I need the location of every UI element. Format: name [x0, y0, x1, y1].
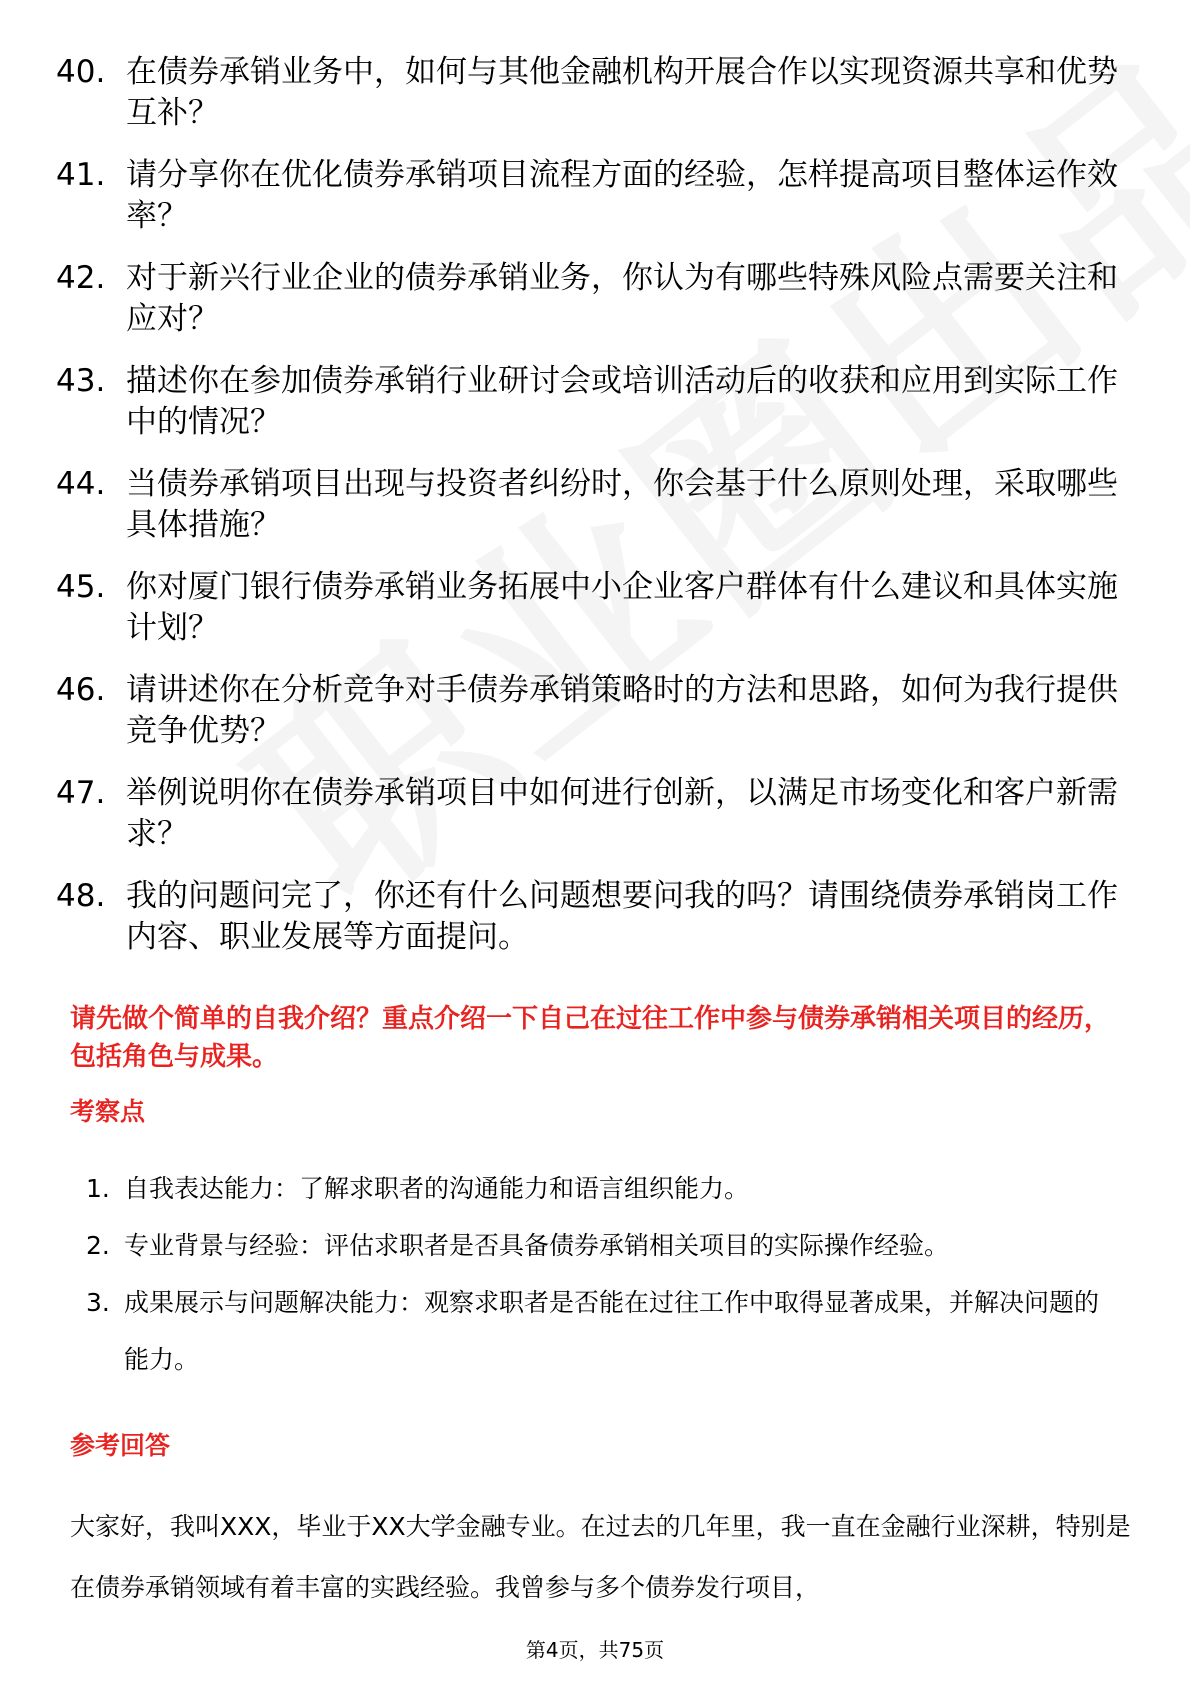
- question-item: [56, 52, 1126, 134]
- point-text: 自我表达能力：了解求职者的沟通能力和语言组织能力。: [124, 1174, 750, 1203]
- point-number: 1.: [86, 1174, 110, 1203]
- evaluation-point: [86, 1160, 1116, 1217]
- question-item: [56, 464, 1126, 546]
- question-text: 请分享你在优化债券承销项目流程方面的经验，怎样提高项目整体运作效率？: [126, 157, 1118, 234]
- question-number: 44.: [56, 466, 106, 502]
- point-text: 成果展示与问题解决能力：观察求职者是否能在过往工作中取得显著成果，并解决问题的能力。: [124, 1288, 1100, 1374]
- question-item: [56, 670, 1126, 752]
- question-text: 当债券承销项目出现与投资者纠纷时，你会基于什么原则处理，采取哪些具体措施？: [126, 466, 1118, 543]
- question-text: 对于新兴行业企业的债券承销业务，你认为有哪些特殊风险点需要关注和应对？: [126, 260, 1118, 337]
- point-number: 3.: [86, 1288, 110, 1317]
- question-number: 46.: [56, 672, 106, 708]
- point-text: 专业背景与经验：评估求职者是否具备债券承销相关项目的实际操作经验。: [124, 1231, 950, 1260]
- question-item: [56, 155, 1126, 237]
- question-text: 请讲述你在分析竞争对手债券承销策略时的方法和思路，如何为我行提供竞争优势？: [126, 672, 1118, 749]
- question-item: [56, 567, 1126, 649]
- page-footer: 第4页，共75页: [525, 1638, 665, 1662]
- intro-question-heading: 请先做个简单的自我介绍？重点介绍一下自己在过往工作中参与债券承销相关项目的经历，包括角色与成果。: [70, 1004, 1111, 1072]
- reference-answer-label: 参考回答: [70, 1431, 171, 1460]
- question-number: 42.: [56, 260, 106, 296]
- question-list: [56, 52, 1126, 979]
- evaluation-point: [86, 1274, 1116, 1388]
- reference-answer-text: 大家好，我叫XXX，毕业于XX大学金融专业。在过去的几年里，我一直在金融行业深耕，特别是在债券承销领域有着丰富的实践经验。我曾参与多个债券发行项目，: [70, 1512, 1131, 1602]
- question-text: 描述你在参加债券承销行业研讨会或培训活动后的收获和应用到实际工作中的情况？: [126, 363, 1118, 440]
- question-item: [56, 361, 1126, 443]
- question-item: [56, 773, 1126, 855]
- evaluation-point: [86, 1217, 1116, 1274]
- question-number: 43.: [56, 363, 106, 399]
- question-number: 47.: [56, 775, 106, 811]
- question-text: 你对厦门银行债券承销业务拓展中小企业客户群体有什么建议和具体实施计划？: [126, 569, 1118, 646]
- question-text: 在债券承销业务中，如何与其他金融机构开展合作以实现资源共享和优势互补？: [126, 54, 1118, 131]
- question-item: [56, 876, 1126, 958]
- evaluation-points-list: [86, 1160, 1116, 1388]
- question-number: 40.: [56, 54, 106, 90]
- question-text: 我的问题问完了，你还有什么问题想要问我的吗？请围绕债券承销岗工作内容、职业发展等方面提问。: [126, 878, 1118, 955]
- evaluation-points-label: 考察点: [70, 1097, 146, 1126]
- question-number: 41.: [56, 157, 106, 193]
- question-text: 举例说明你在债券承销项目中如何进行创新，以满足市场变化和客户新需求？: [126, 775, 1118, 852]
- question-number: 45.: [56, 569, 106, 605]
- point-number: 2.: [86, 1231, 110, 1260]
- question-number: 48.: [56, 878, 106, 914]
- question-item: [56, 258, 1126, 340]
